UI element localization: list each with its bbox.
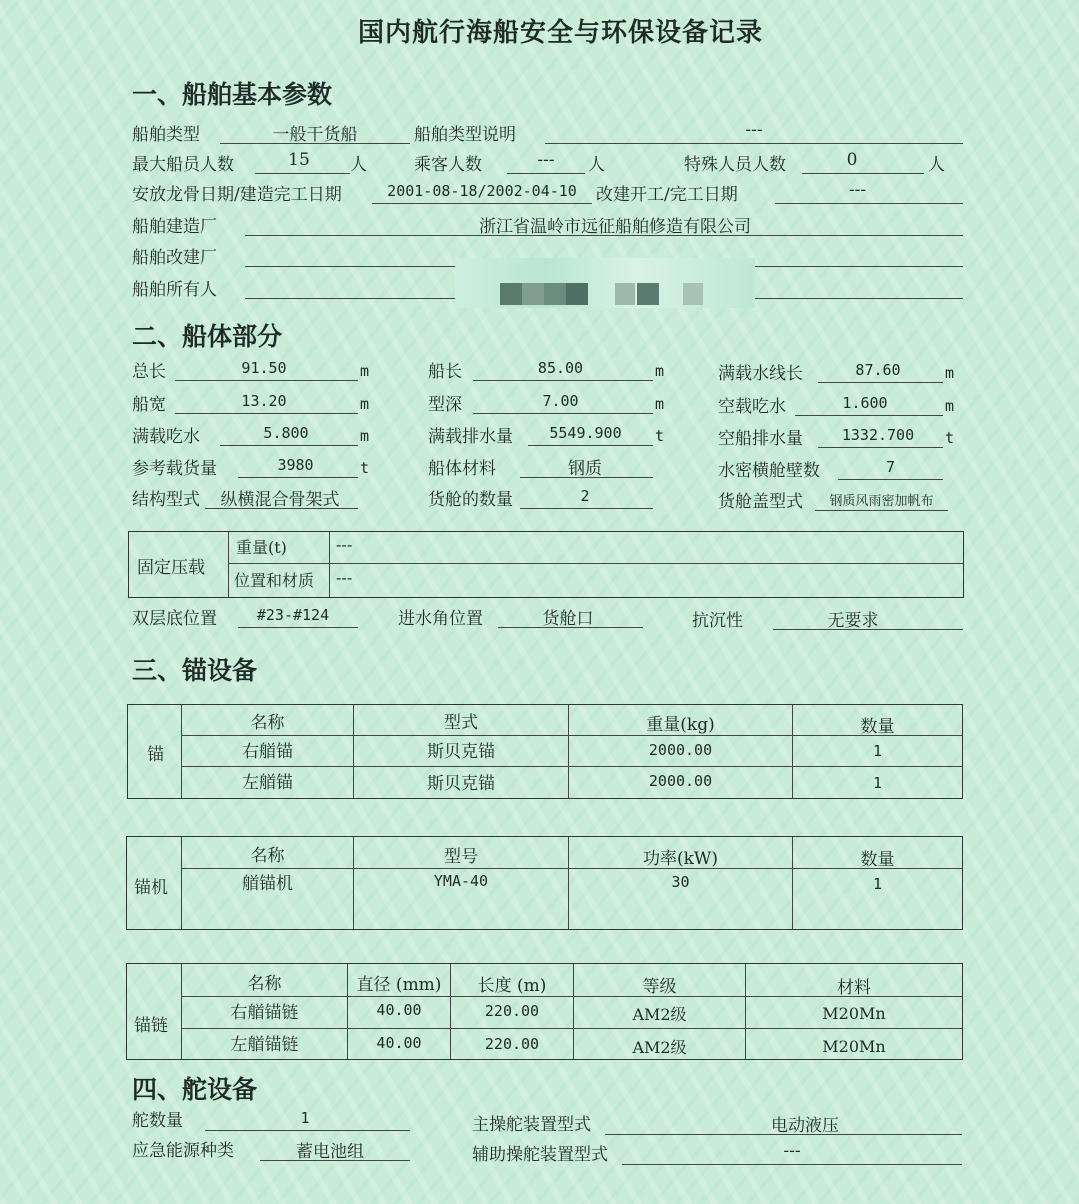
breadth-value: 13.20 xyxy=(241,392,287,410)
length-label: 船长 xyxy=(428,362,462,382)
table-row-cell: 2000.00 xyxy=(648,772,713,790)
empty-displacement-value: 1332.700 xyxy=(841,426,915,444)
chain-header-length: 长度 (m) xyxy=(477,976,547,996)
section-anchor-heading: 三、锚设备 xyxy=(132,656,258,685)
flood-angle-value: 货舱口 xyxy=(542,609,594,629)
builder-label: 船舶建造厂 xyxy=(132,217,217,237)
holds-label: 货舱的数量 xyxy=(428,490,513,510)
full-draft-value: 5.800 xyxy=(263,424,309,442)
passengers-unit: 人 xyxy=(588,155,605,175)
special-unit: 人 xyxy=(928,155,945,175)
aux-steering-label: 辅助操舵装置型式 xyxy=(472,1145,608,1165)
redaction-pixel xyxy=(500,283,522,305)
anchor-header-qty: 数量 xyxy=(860,717,895,737)
chain-header-grade: 等级 xyxy=(642,977,677,997)
chain-header-diameter: 直径 (mm) xyxy=(356,975,442,995)
windlass-group-label: 锚机 xyxy=(134,878,168,898)
redaction-pixel xyxy=(522,283,544,305)
table-row-cell: 右艏锚链 xyxy=(230,1003,299,1023)
table-row-cell: 40.00 xyxy=(376,1034,422,1052)
hatch-label: 货舱盖型式 xyxy=(718,492,803,512)
table-row-cell: 40.00 xyxy=(376,1001,422,1019)
section-hull-heading: 二、船体部分 xyxy=(132,322,283,351)
cargo-label: 参考载货量 xyxy=(132,459,217,479)
anchor-header-name: 名称 xyxy=(250,713,285,733)
table-row-cell: 1 xyxy=(872,742,883,760)
full-displacement-value: 5549.900 xyxy=(549,424,622,442)
main-steering-label: 主操舵装置型式 xyxy=(472,1115,591,1135)
table-row-cell: 左艏锚链 xyxy=(230,1035,299,1055)
table-row-cell: 艏锚机 xyxy=(242,874,293,894)
empty-displacement-label: 空船排水量 xyxy=(718,429,803,449)
empty-displacement-unit: t xyxy=(945,429,955,447)
breadth-unit: m xyxy=(360,395,370,413)
owner-label: 船舶所有人 xyxy=(132,280,217,300)
waterline-label: 满载水线长 xyxy=(718,364,803,384)
ballast-weight-value: --- xyxy=(336,535,353,554)
ballast-position-label: 位置和材质 xyxy=(234,571,315,590)
ship-type-value: 一般干货船 xyxy=(272,125,358,145)
ship-type-label: 船舶类型 xyxy=(132,125,200,145)
chain-header-name: 名称 xyxy=(247,974,282,994)
max-crew-label: 最大船员人数 xyxy=(132,155,234,175)
windlass-header-qty: 数量 xyxy=(860,850,895,870)
table-row-cell: 右艏锚 xyxy=(242,742,293,762)
windlass-header-name: 名称 xyxy=(250,846,285,866)
cargo-value: 3980 xyxy=(277,456,314,474)
unsinkability-label: 抗沉性 xyxy=(692,611,743,631)
full-displacement-label: 满载排水量 xyxy=(428,427,513,447)
bulkhead-label: 水密横舱壁数 xyxy=(718,461,820,481)
structure-label: 结构型式 xyxy=(132,490,200,510)
anchor-header-weight: 重量(kg) xyxy=(646,715,715,735)
chain-header-material: 材料 xyxy=(837,978,871,998)
ship-type-desc-label: 船舶类型说明 xyxy=(414,125,516,145)
table-row-cell: 220.00 xyxy=(484,1002,540,1020)
waterline-unit: m xyxy=(945,364,955,382)
section-rudder-heading: 四、舵设备 xyxy=(132,1075,258,1104)
depth-value: 7.00 xyxy=(542,392,579,410)
table-row-cell: AM2级 xyxy=(632,1038,687,1057)
redaction-pixel xyxy=(637,283,659,305)
table-row-cell: 斯贝克锚 xyxy=(427,774,495,794)
waterline-value: 87.60 xyxy=(855,361,901,379)
loa-label: 总长 xyxy=(132,362,166,382)
material-label: 船体材料 xyxy=(428,459,496,479)
light-draft-unit: m xyxy=(945,397,955,415)
keel-date-value: 2001-08-18/2002-04-10 xyxy=(387,182,577,200)
cargo-unit: t xyxy=(360,459,370,477)
modifier-label: 船舶改建厂 xyxy=(132,248,217,268)
windlass-header-power: 功率(kW) xyxy=(642,849,719,869)
table-row-cell: 30 xyxy=(671,873,690,891)
bulkhead-value: 7 xyxy=(885,458,896,476)
redaction-pixel xyxy=(615,283,635,305)
special-label: 特殊人员人数 xyxy=(684,155,786,175)
anchor-header-type: 型式 xyxy=(444,713,478,733)
passengers-value: --- xyxy=(537,150,555,170)
table-row-cell: AM2级 xyxy=(632,1005,687,1024)
section-basic-params-heading: 一、船舶基本参数 xyxy=(132,80,333,109)
rudder-count-value: 1 xyxy=(300,1109,310,1127)
table-row-cell: YMA-40 xyxy=(433,872,489,890)
emergency-power-value: 蓄电池组 xyxy=(296,1142,364,1162)
ship-type-desc-value: --- xyxy=(745,120,763,140)
passengers-label: 乘客人数 xyxy=(414,155,482,175)
structure-value: 纵横混合骨架式 xyxy=(220,490,340,510)
holds-value: 2 xyxy=(580,487,590,505)
loa-unit: m xyxy=(360,362,370,380)
keel-date-label: 安放龙骨日期/建造完工日期 xyxy=(132,185,342,205)
main-steering-value: 电动液压 xyxy=(771,1116,839,1136)
windlass-header-model: 型号 xyxy=(444,847,478,867)
depth-label: 型深 xyxy=(428,395,462,415)
table-row-cell: 斯贝克锚 xyxy=(427,742,495,762)
special-value: 0 xyxy=(846,150,858,170)
light-draft-value: 1.600 xyxy=(842,394,888,412)
builder-value: 浙江省温岭市远征船舶修造有限公司 xyxy=(479,217,751,237)
table-row-cell: 左艏锚 xyxy=(242,773,293,793)
redaction-pixel xyxy=(683,283,703,305)
emergency-power-label: 应急能源种类 xyxy=(132,1141,234,1161)
full-draft-label: 满载吃水 xyxy=(132,427,200,447)
aux-steering-value: --- xyxy=(783,1141,801,1161)
breadth-label: 船宽 xyxy=(132,395,166,415)
double-bottom-value: #23-#124 xyxy=(256,606,330,624)
max-crew-value: 15 xyxy=(288,150,310,170)
unsinkability-value: 无要求 xyxy=(827,611,879,631)
table-row-cell: M20Mn xyxy=(822,1004,886,1023)
table-row-cell: 220.00 xyxy=(484,1035,540,1053)
table-row-cell: 2000.00 xyxy=(648,741,713,759)
table-row-cell: 1 xyxy=(872,774,883,792)
depth-unit: m xyxy=(655,395,665,413)
document-title: 国内航行海船安全与环保设备记录 xyxy=(358,18,764,48)
ballast-position-value: --- xyxy=(336,568,353,587)
table-row-cell: 1 xyxy=(872,875,883,893)
rebuild-date-label: 改建开工/完工日期 xyxy=(596,185,738,205)
chain-group-label: 锚链 xyxy=(134,1016,168,1036)
rebuild-date-value: --- xyxy=(848,180,867,200)
loa-value: 91.50 xyxy=(241,359,287,377)
anchor-group-label: 锚 xyxy=(147,745,164,765)
redaction-pixel xyxy=(566,283,588,305)
material-value: 钢质 xyxy=(568,459,602,479)
rudder-count-label: 舵数量 xyxy=(132,1111,183,1131)
length-value: 85.00 xyxy=(537,359,584,377)
full-displacement-unit: t xyxy=(655,427,665,445)
max-crew-unit: 人 xyxy=(350,155,367,175)
full-draft-unit: m xyxy=(360,427,370,445)
table-row-cell: M20Mn xyxy=(822,1037,886,1056)
hatch-value: 钢质风雨密加帆布 xyxy=(829,494,934,509)
light-draft-label: 空载吃水 xyxy=(718,397,786,417)
double-bottom-label: 双层底位置 xyxy=(132,609,217,629)
redaction-pixel xyxy=(544,283,566,305)
ballast-weight-label: 重量(t) xyxy=(236,538,287,557)
fixed-ballast-label: 固定压载 xyxy=(137,558,205,578)
length-unit: m xyxy=(655,362,665,380)
flood-angle-label: 进水角位置 xyxy=(398,609,483,629)
